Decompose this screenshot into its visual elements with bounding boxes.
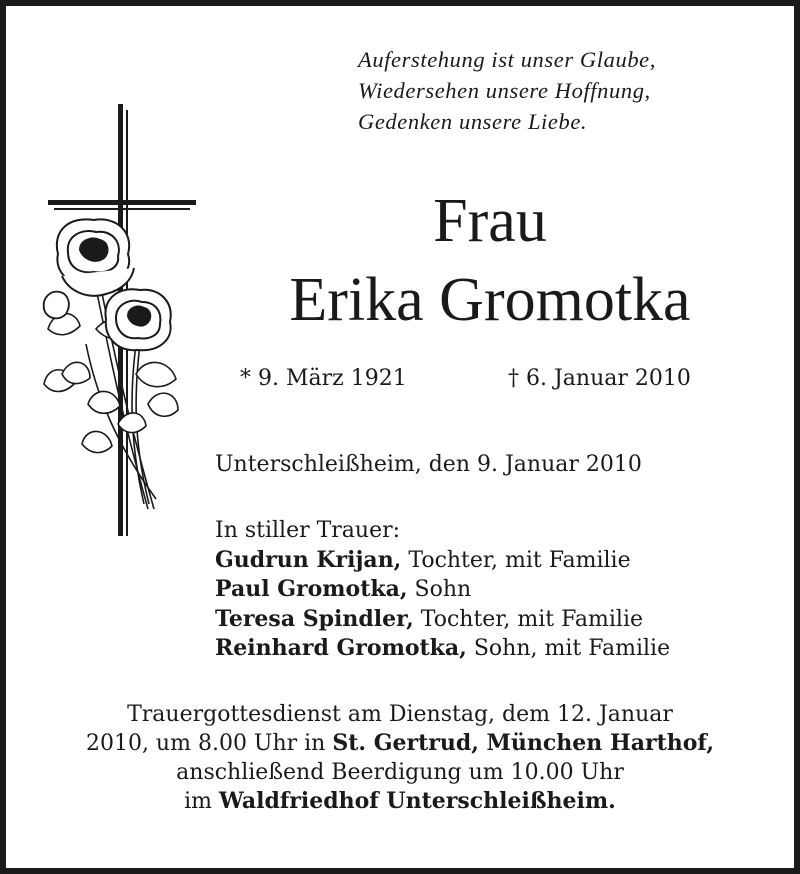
- service-line: Trauergottesdienst am Dienstag, dem 12. Januar: [127, 702, 673, 727]
- salutation: Frau: [433, 187, 547, 255]
- mourner-name: Reinhard Gromotka,: [215, 635, 467, 661]
- mourner-relation: Sohn, mit Familie: [473, 636, 671, 661]
- mourner-name: Gudrun Krijan,: [215, 546, 402, 573]
- mourners-block: [215, 517, 670, 664]
- cross-with-roses-icon: [36, 104, 206, 544]
- service-line: [20, 787, 780, 816]
- service-cemetery: Waldfriedhof Unterschleißheim.: [219, 788, 616, 814]
- death-date: † 6. Januar 2010: [508, 366, 691, 391]
- mourners-intro: In stiller Trauer:: [215, 518, 401, 543]
- mourner-row: [215, 605, 670, 635]
- place-date: Unterschleißheim, den 9. Januar 2010: [215, 452, 642, 477]
- mourner-relation: Sohn: [414, 577, 472, 602]
- mourner-row: [215, 634, 670, 664]
- motto-line: Wiedersehen unsere Hoffnung,: [358, 78, 651, 103]
- mourner-relation: Tochter, mit Familie: [420, 606, 644, 632]
- birth-date: * 9. März 1921: [240, 366, 407, 391]
- service-church: St. Gertrud, München Harthof,: [332, 730, 715, 756]
- service-info: [20, 700, 780, 816]
- deceased-name: Erika Gromotka: [289, 266, 691, 334]
- mourner-name: Paul Gromotka,: [215, 576, 408, 602]
- mourner-name: Teresa Spindler,: [215, 605, 414, 632]
- service-prefix: im: [184, 789, 213, 814]
- motto-verse: [358, 44, 778, 137]
- motto-line: Gedenken unsere Liebe.: [358, 109, 588, 134]
- mourner-row: [215, 575, 670, 605]
- service-time: 2010, um 8.00 Uhr in: [85, 731, 326, 756]
- motto-line: Auferstehung ist unser Glaube,: [358, 47, 656, 72]
- service-line: anschließend Beerdigung um 10.00 Uhr: [176, 760, 624, 785]
- service-line: [20, 729, 780, 758]
- mourner-row: [215, 546, 670, 576]
- mourner-relation: Tochter, mit Familie: [408, 547, 631, 573]
